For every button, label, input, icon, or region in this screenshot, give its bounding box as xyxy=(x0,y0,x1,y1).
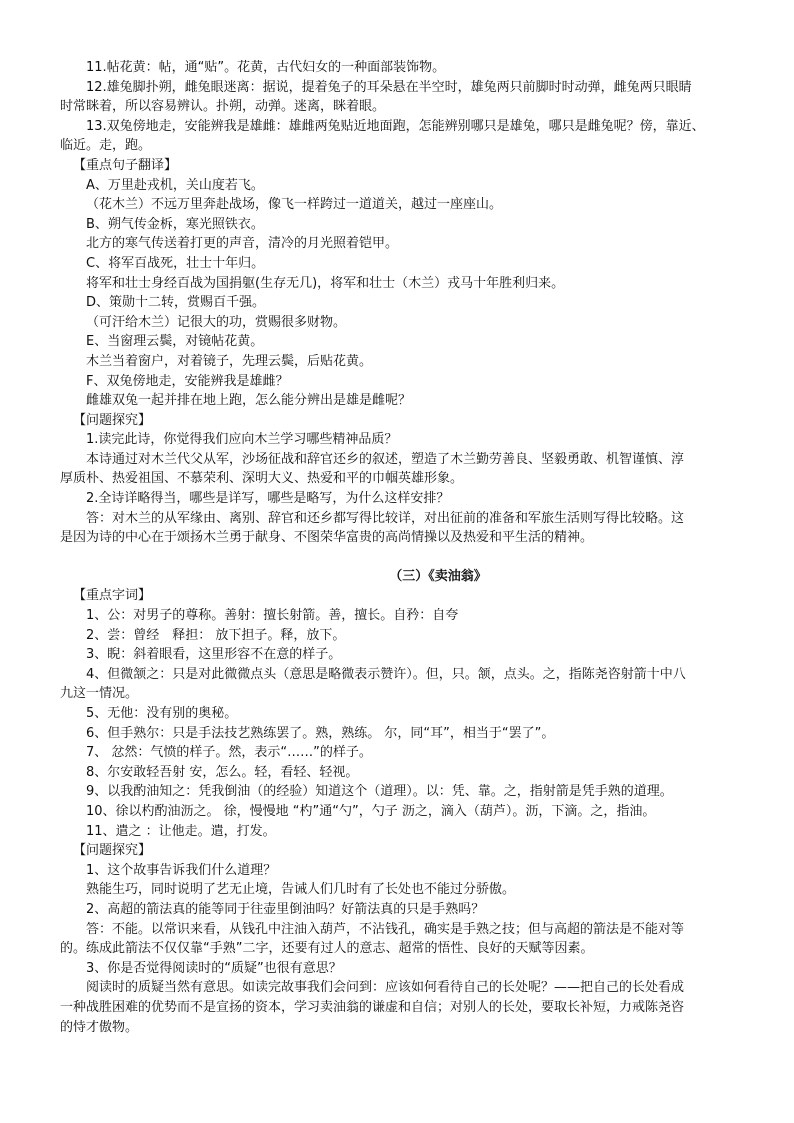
word-9: 9、以我酌油知之：凭我倒油（的经验）知道这个（道理）。以：凭、靠。之，指射箭是凭手熟的道理。 xyxy=(86,784,673,800)
question-5: 3、你是否觉得阅读时的“质疑”也很有意思？ xyxy=(86,960,342,976)
word-5: 5、无他：没有别的奥秘。 xyxy=(86,706,238,721)
translation-d: （可汗给木兰）记很大的功，赏赐很多财物。 xyxy=(86,314,347,330)
note-13-cont: 临近。走，跑。 xyxy=(60,138,152,154)
translation-e: 木兰当着窗户，对着镜子，先理云鬓，后贴花黄。 xyxy=(86,353,373,369)
word-1: 1、公：对男子的尊称。善射：擅长射箭。善，擅长。自矜：自夸 xyxy=(86,608,459,624)
note-12: 12.雄兔脚扑朔，雌兔眼迷离：据说，提着兔子的耳朵悬在半空时，雄兔两只前脚时时动弹，雌兔两只眼睛 xyxy=(86,79,692,95)
question-2: 2.全诗详略得当，哪些是详写，哪些是略写，为什么这样安排？ xyxy=(86,491,450,507)
sentence-a: A、万里赴戎机，关山度若飞。 xyxy=(86,177,264,193)
answer-5-end: 的恃才傲物。 xyxy=(60,1019,139,1035)
word-3: 3、睨：斜着眼看，这里形容不在意的样子。 xyxy=(86,647,342,663)
section-heading-key-words: 【重点字词】 xyxy=(73,588,152,604)
word-6: 6、但手熟尔：只是手法技艺熟练罢了。熟，熟练。 尔，同“耳”，相当于“罢了”。 xyxy=(86,725,555,741)
note-12-cont: 时常眯着，所以容易辨认。扑朔，动弹。迷离，眯着眼。 xyxy=(60,99,386,115)
sentence-c: C、将军百战死，壮士十年归。 xyxy=(86,255,265,271)
note-11: 11.帖花黄：帖，通“贴”。花黄，古代妇女的一种面部装饰物。 xyxy=(86,60,446,75)
answer-5-cont: 一种战胜困难的优势而不是宣扬的资本，学习卖油翁的谦虚和自信；对别人的长处，要取长补短，力戒陈尧咨 xyxy=(60,999,685,1015)
sentence-d: D、策勋十二转，赏赐百千强。 xyxy=(86,295,266,311)
translation-c: 将军和壮士身经百战为国捐躯(生存无几)，将军和壮士（木兰）戎马十年胜利归来。 xyxy=(86,275,565,291)
section-heading-inquiry-2: 【问题探究】 xyxy=(73,843,152,859)
translation-b: 北方的寒气传送着打更的声音，清冷的月光照着铠甲。 xyxy=(86,236,399,252)
answer-4-cont: 的。练成此箭法不仅仅靠“手熟”二字，还要有过人的意志、超常的悟性、良好的天赋等因素。 xyxy=(60,941,594,957)
answer-5: 阅读时的质疑当然有意思。如读完故事我们会问到：应该如何看待自己的长处呢？——把自己的长处看成 xyxy=(86,980,685,996)
section-heading-sentence-translation: 【重点句子翻译】 xyxy=(73,157,178,173)
answer-3: 熟能生巧，同时说明了艺无止境，告诫人们几时有了长处也不能过分骄傲。 xyxy=(86,882,516,898)
sentence-e: E、当窗理云鬓，对镜帖花黄。 xyxy=(86,334,264,350)
word-4-cont: 九这一情况。 xyxy=(60,686,139,702)
sentence-b: B、朔气传金柝，寒光照铁衣。 xyxy=(86,216,264,232)
answer-2: 答：对木兰的从军缘由、离别、辞官和还乡都写得比较详，对出征前的准备和军旅生活则写得比较略。这 xyxy=(86,510,685,526)
answer-2-cont: 是因为诗的中心在于颂扬木兰勇于献身、不图荣华富贵的高尚情操以及热爱和平生活的精神。 xyxy=(60,530,594,546)
word-4: 4、但微颔之：只是对此微微点头（意思是略微表示赞许）。但，只。颔，点头。之，指陈尧咨射箭十中八 xyxy=(86,666,686,682)
translation-f: 雌雄双兔一起并排在地上跑，怎么能分辨出是雄是雌呢？ xyxy=(86,393,412,409)
answer-4: 答：不能。以常识来看，从钱孔中注油入葫芦，不沾钱孔，确实是手熟之技；但与高超的箭法是不能对等 xyxy=(86,921,685,937)
section-heading-inquiry: 【问题探究】 xyxy=(73,412,152,428)
word-8: 8、尔安敢轻吾射 安，怎么。轻，看轻、轻视。 xyxy=(86,764,359,780)
word-10: 10、徐以杓酌油沥之。 徐，慢慢地 “杓”通“勺”，勺子 沥之，滴入（葫芦）。沥，下滴。之，指油。 xyxy=(86,803,656,819)
word-11: 11、遣之 ：让他走。遣，打发。 xyxy=(86,823,276,839)
word-2: 2、尝：曾经 释担： 放下担子。释，放下。 xyxy=(86,627,346,643)
answer-1: 本诗通过对木兰代父从军，沙场征战和辞官还乡的叙述，塑造了木兰勤劳善良、坚毅勇敢、机智谨慎、淳 xyxy=(86,451,685,467)
sentence-f: F、双兔傍地走，安能辨我是雄雌？ xyxy=(86,373,289,389)
translation-a: （花木兰）不远万里奔赴战场，像飞一样跨过一道道关，越过一座座山。 xyxy=(86,197,503,213)
document-page xyxy=(60,58,736,1037)
word-7: 7、 忿然：气愤的样子。然，表示“……”的样子。 xyxy=(86,745,372,761)
question-1: 1.读完此诗，你觉得我们应向木兰学习哪些精神品质？ xyxy=(86,432,398,448)
section-title: （三）《卖油翁》 xyxy=(389,568,487,584)
question-3: 1、这个故事告诉我们什么道理？ xyxy=(86,862,277,878)
question-4: 2、高超的箭法真的能等同于往壶里倒油吗？好箭法真的只是手熟吗？ xyxy=(86,901,485,917)
note-13: 13.双兔傍地走，安能辨我是雄雌：雄雌两兔贴近地面跑，怎能辨别哪只是雄兔，哪只是雌兔呢？傍，靠近、 xyxy=(86,118,705,134)
answer-1-cont: 厚质朴、热爱祖国、不慕荣利、深明大义、热爱和平的巾帼英雄形象。 xyxy=(60,471,464,487)
